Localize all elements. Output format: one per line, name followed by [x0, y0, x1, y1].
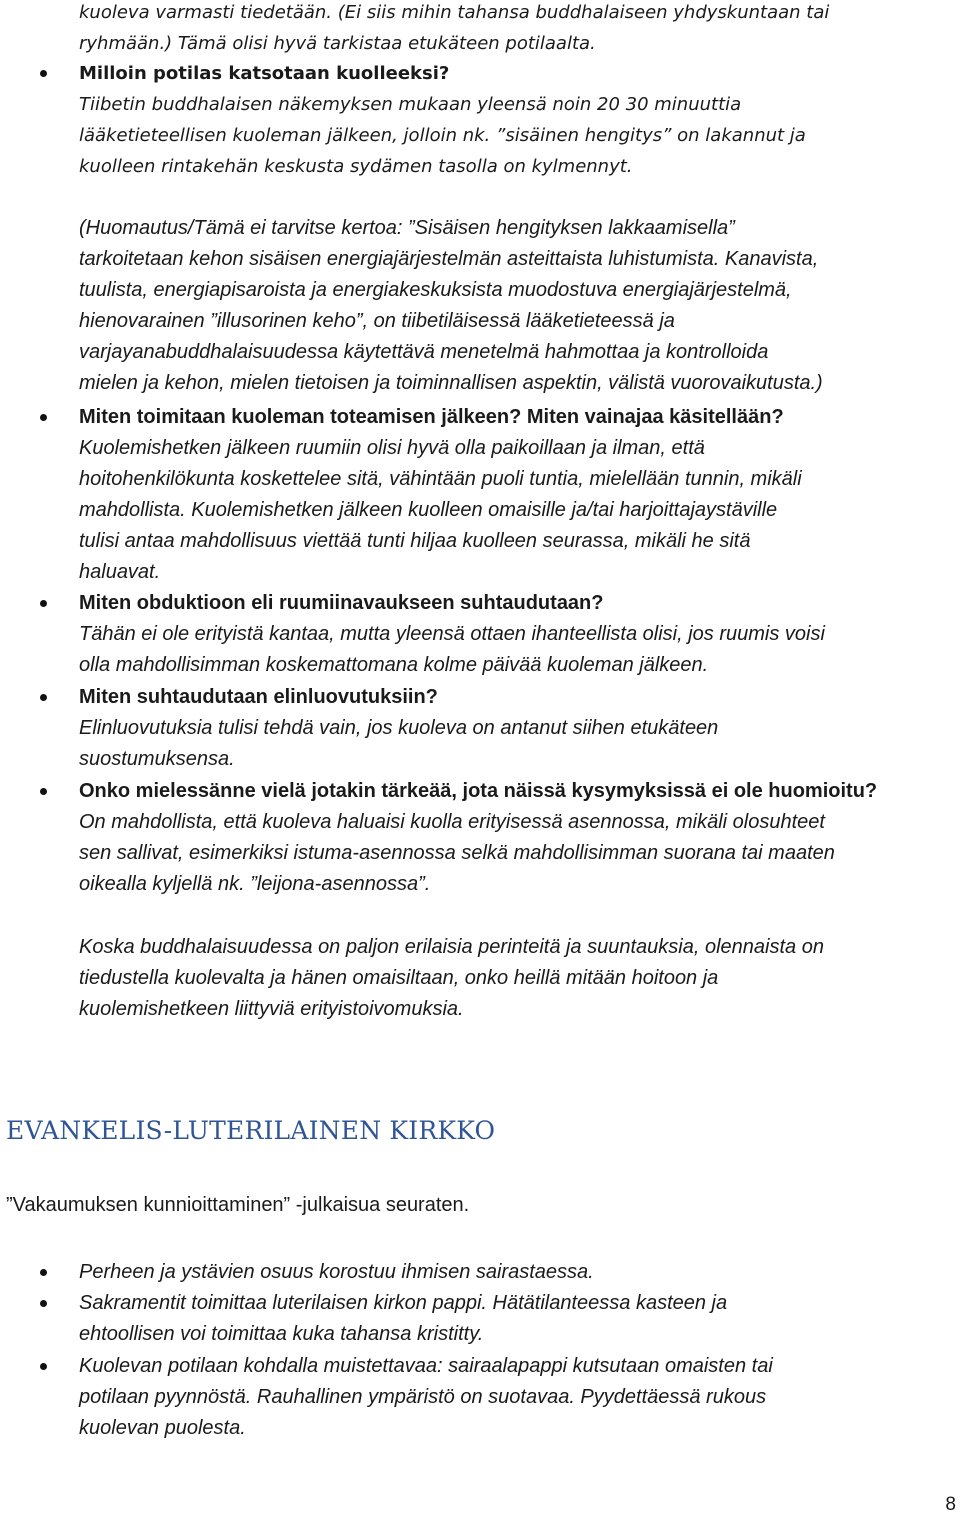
bullet-icon: [40, 788, 47, 795]
answer-line: sen sallivat, esimerkiksi istuma-asennossa selkä mahdollisimman suorana tai maaten: [79, 842, 835, 864]
text-line: tiedustella kuolevalta ja hänen omaisiltaan, onko heillä mitään hoitoon ja: [79, 967, 719, 989]
bullet-icon: [40, 414, 47, 421]
note-line: (Huomautus/Tämä ei tarvitse kertoa: ”Sisäisen hengityksen lakkaamisella”: [79, 217, 735, 239]
note-line: tuulista, energiapisaroista ja energiakeskuksista muodostuva energiajärjestelmä,: [79, 279, 792, 301]
bullet-icon: [40, 694, 47, 701]
list-item-line: ehtoollisen voi toimittaa kuka tahansa kristitty.: [79, 1323, 484, 1345]
question-5: [79, 776, 959, 900]
answer-line: On mahdollista, että kuoleva haluaisi kuolla erityisessä asennossa, mikäli olosuhteet: [79, 811, 825, 833]
answer-line: suostumuksensa.: [79, 748, 235, 770]
answer-line: lääketieteellisen kuoleman jälkeen, jolloin nk. ”sisäinen hengitys” on lakannut ja: [79, 125, 806, 146]
continuation-paragraph: [79, 0, 959, 59]
bullet-icon: [40, 1363, 47, 1370]
list-item: [79, 1288, 959, 1350]
question-text: Miten suhtaudutaan elinluovutuksiin?: [79, 686, 438, 708]
answer-line: hoitohenkilökunta koskettelee sitä, vähintään puoli tuntia, mielellään tunnin, mikäli: [79, 468, 802, 490]
question-3: [79, 588, 959, 681]
list-item: [79, 1351, 959, 1444]
list-item-line: potilaan pyynnöstä. Rauhallinen ympäristö on suotavaa. Pyydettäessä rukous: [79, 1386, 767, 1408]
bullet-icon: [40, 1269, 47, 1276]
bullet-icon: [40, 70, 47, 77]
question-text: Miten obduktioon eli ruumiinavaukseen suhtaudutaan?: [79, 592, 604, 614]
answer-line: Tiibetin buddhalaisen näkemyksen mukaan yleensä noin 20 30 minuuttia: [79, 94, 742, 115]
page-number: 8: [945, 1494, 956, 1515]
question-4: [79, 682, 959, 775]
note-line: varjayanabuddhalaisuudessa käytettävä menetelmä hahmottaa ja kontrolloida: [79, 341, 769, 363]
text-line: ryhmään.) Tämä olisi hyvä tarkistaa etukäteen potilaalta.: [79, 33, 596, 54]
text-line: Koska buddhalaisuudessa on paljon erilaisia perinteitä ja suuntauksia, olennaista on: [79, 936, 824, 958]
answer-line: olla mahdollisimman koskemattomana kolme päivää kuoleman jälkeen.: [79, 654, 709, 676]
note-paragraph: [79, 213, 959, 399]
bullet-icon: [40, 1300, 47, 1307]
answer-line: tulisi antaa mahdollisuus viettää tunti hiljaa kuolleen seurassa, mikäli he sitä: [79, 530, 751, 552]
list-item: [79, 1257, 959, 1288]
text-line: kuolemishetkeen liittyviä erityistoivomuksia.: [79, 998, 464, 1020]
answer-line: mahdollista. Kuolemishetken jälkeen kuolleen omaisille ja/tai harjoittajaystäville: [79, 499, 778, 521]
answer-line: Elinluovutuksia tulisi tehdä vain, jos kuoleva on antanut siihen etukäteen: [79, 717, 719, 739]
text-line: kuoleva varmasti tiedetään. (Ei siis mihin tahansa buddhalaiseen yhdyskuntaan tai: [79, 2, 830, 23]
question-text: Onko mielessänne vielä jotakin tärkeää, jota näissä kysymyksissä ei ole huomioitu?: [79, 780, 878, 802]
note-line: mielen ja kehon, mielen tietoisen ja toiminnallisen aspektin, välistä vuorovaikutusta.): [79, 372, 823, 394]
answer-line: kuolleen rintakehän keskusta sydämen tasolla on kylmennyt.: [79, 156, 633, 177]
list-item-line: Kuolevan potilaan kohdalla muistettavaa: sairaalapappi kutsutaan omaisten tai: [79, 1355, 773, 1377]
answer-line: Tähän ei ole erityistä kantaa, mutta yleensä ottaen ihanteellista olisi, jos ruumis voisi: [79, 623, 825, 645]
intro-line: [6, 1190, 946, 1221]
list-item-line: Sakramentit toimittaa luterilaisen kirkon pappi. Hätätilanteessa kasteen ja: [79, 1292, 728, 1314]
closing-paragraph: [79, 932, 959, 1025]
question-1: [79, 58, 959, 182]
answer-line: Kuolemishetken jälkeen ruumiin olisi hyvä olla paikoillaan ja ilman, että: [79, 437, 705, 459]
intro-text: ”Vakaumuksen kunnioittaminen” -julkaisua seuraten.: [6, 1194, 470, 1216]
bullet-icon: [40, 600, 47, 607]
question-2: [79, 402, 959, 588]
answer-line: oikealla kyljellä nk. ”leijona-asennossa”.: [79, 873, 431, 895]
note-line: tarkoitetaan kehon sisäisen energiajärjestelmän asteittaista luhistumista. Kanavista,: [79, 248, 819, 270]
section-heading: EVANKELIS-LUTERILAINEN KIRKKO: [6, 1116, 496, 1145]
question-text: Miten toimitaan kuoleman toteamisen jälkeen? Miten vainajaa käsitellään?: [79, 406, 784, 428]
list-item-line: Perheen ja ystävien osuus korostuu ihmisen sairastaessa.: [79, 1261, 594, 1283]
question-text: Milloin potilas katsotaan kuolleeksi?: [79, 63, 450, 84]
note-line: hienovarainen ”illusorinen keho”, on tiibetiläisessä lääketieteessä ja: [79, 310, 675, 332]
answer-line: haluavat.: [79, 561, 161, 583]
list-item-line: kuolevan puolesta.: [79, 1417, 246, 1439]
